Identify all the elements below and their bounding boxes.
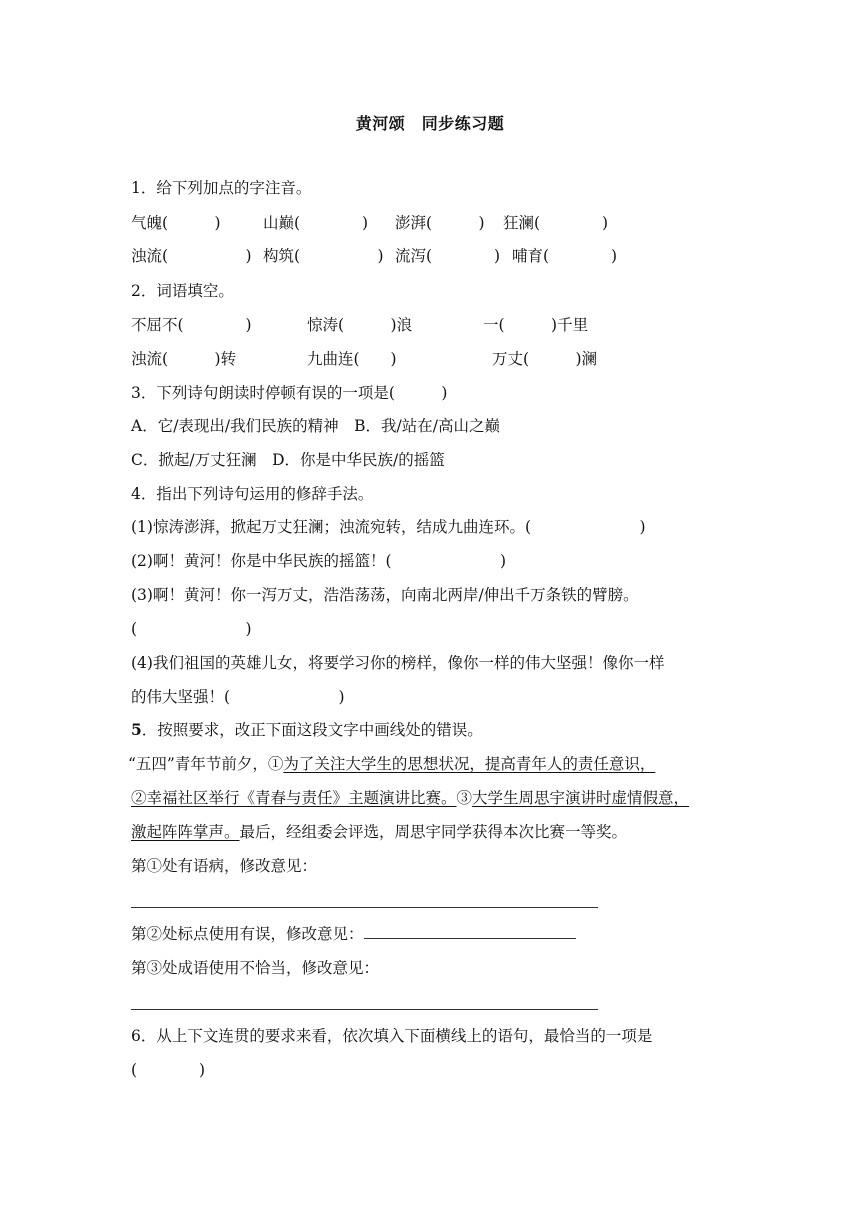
q3-stem: 3．下列诗句朗读时停顿有误的一项是( ) xyxy=(131,384,448,402)
q4-item-3: (3)啊！黄河！你一泻万丈，浩浩荡荡，向南北两岸/伸出千万条铁的臂膀。 xyxy=(131,586,639,604)
q1-item: 浊流( ) xyxy=(131,247,252,265)
q5-passage-line xyxy=(128,753,655,775)
q5-underlined-text: ②幸福社区举行《青春与责任》主题演讲比赛。 xyxy=(131,789,457,807)
q1-item: 流泻( ) xyxy=(395,247,501,265)
q2-item: 九曲连( ) xyxy=(307,350,397,368)
q1-item: 构筑( ) xyxy=(263,247,384,265)
q5-underlined-text: 激起阵阵掌声。 xyxy=(131,823,240,841)
q2-item: 万丈( )澜 xyxy=(492,350,598,368)
q5-answer-1-line[interactable] xyxy=(131,893,598,908)
q5-answer-3-line[interactable] xyxy=(131,995,598,1010)
q2-item: 浊流( )转 xyxy=(131,350,237,368)
q1-item: 澎湃( ) xyxy=(395,214,485,232)
q5-passage-text: “五四”青年节前夕，① xyxy=(128,755,284,773)
q5-passage-line xyxy=(131,787,689,809)
q1-item: 气魄( ) xyxy=(131,214,221,232)
q5-number: 5 xyxy=(131,720,142,739)
q4-item-4-cont: 的伟大坚强！( ) xyxy=(131,688,345,706)
q5-answer-2-label: 第②处标点使用有误，修改意见： xyxy=(131,925,364,943)
q2-item: 一( )千里 xyxy=(483,316,589,334)
q5-passage-text: ③ xyxy=(456,789,473,807)
q5-answer-3-label: 第③处成语使用不恰当，修改意见： xyxy=(131,959,380,977)
q1-item: 狂澜( ) xyxy=(503,214,609,232)
q3-options-cd: C．掀起/万丈狂澜 D．你是中华民族/的摇篮 xyxy=(131,451,445,469)
q1-item: 哺育( ) xyxy=(512,247,618,265)
q2-stem: 2．词语填空。 xyxy=(131,282,234,300)
q4-item-1: (1)惊涛澎湃，掀起万丈狂澜；浊流宛转，结成九曲连环。( ) xyxy=(131,518,646,536)
q6-answer-paren: ( ) xyxy=(131,1061,206,1079)
q5-answer-2-line[interactable] xyxy=(364,924,576,939)
q1-item: 山巅( ) xyxy=(263,214,369,232)
q2-item: 不屈不( ) xyxy=(131,316,252,334)
q5-answer-2-row xyxy=(131,923,576,945)
q4-item-2: (2)啊！黄河！你是中华民族的摇篮！( ) xyxy=(131,552,507,570)
q5-passage-line xyxy=(131,821,627,843)
q5-stem-text: ．按照要求，改正下面这段文字中画线处的错误。 xyxy=(141,721,483,739)
q5-answer-1-label: 第①处有语病，修改意见： xyxy=(131,857,318,875)
q4-item-3-answer: ( ) xyxy=(131,620,252,638)
q4-stem: 4．指出下列诗句运用的修辞手法。 xyxy=(131,485,374,503)
q1-stem: 1．给下列加点的字注音。 xyxy=(131,179,312,197)
q5-passage-text: 最后，经组委会评选，周思宇同学获得本次比赛一等奖。 xyxy=(239,823,628,841)
q3-options-ab: A．它/表现出/我们民族的精神 B．我/站在/高山之巅 xyxy=(131,417,500,435)
q5-underlined-text: 为了关注大学生的思想状况，提高青年人的责任意识， xyxy=(283,755,656,773)
q5-stem xyxy=(131,719,483,741)
q2-item: 惊涛( )浪 xyxy=(307,316,413,334)
q4-item-4: (4)我们祖国的英雄儿女，将要学习你的榜样，像你一样的伟大坚强！像你一样 xyxy=(131,654,665,672)
q6-stem: 6．从上下文连贯的要求来看，依次填入下面横线上的语句，最恰当的一项是 xyxy=(131,1027,653,1045)
q5-underlined-text: 大学生周思宇演讲时虚情假意， xyxy=(472,789,690,807)
page-title: 黄河颂 同步练习题 xyxy=(355,114,505,133)
